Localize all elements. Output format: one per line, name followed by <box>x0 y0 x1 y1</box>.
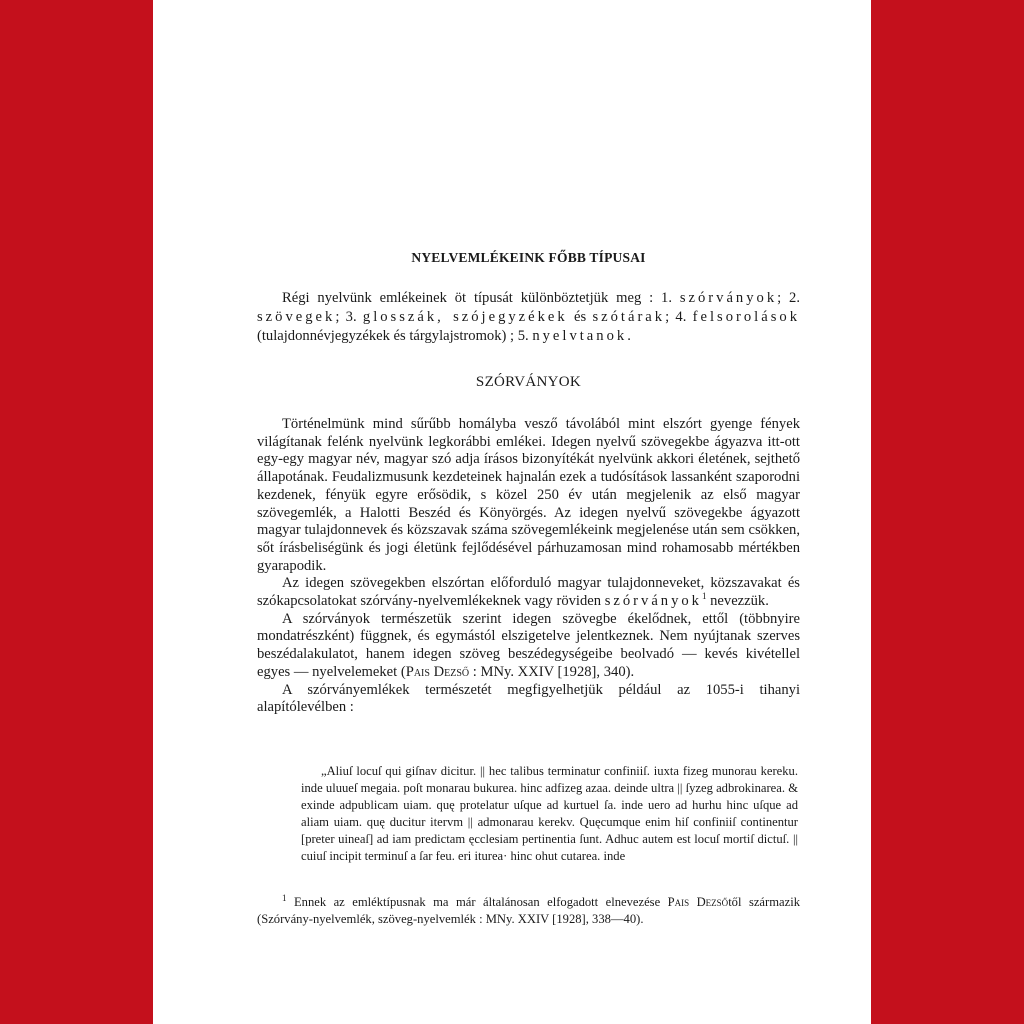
intro-text: . <box>627 327 631 344</box>
intro-text: ; 3. <box>335 308 363 325</box>
right-red-band <box>871 0 1024 1024</box>
quotation-text: „Aliuſ locuſ qui giſnav dicitur. || hec talibus terminatur confiniiſ. iuxta fizeg munorau kereku. inde uluueſ megaia. poſt monarau bukurea. hinc adfizeg azaa. deinde ultra || ſyzeg adbrokinarea. & exinde adpublicam uiam. quę protelatur uſque ad kurtuel ſa. inde uero ad hurhu hinc uſque ad aliam uiam. quę ducitur itervm || admonarau kerekv. Quęcumque enim hiſ confiniiſ continentur [preter uineaſ] ad iam predictam ęcclesiam pertinentia ſunt. Adhuc autem est locuſ mortiſ dictuſ. || cuiuſ incipit terminuſ a ſar feu. eri iturea· hinc ohut cutarea. inde <box>301 764 798 863</box>
intro-text: és <box>567 308 593 325</box>
spaced-term: szórványok <box>679 290 778 306</box>
footnote-text: Ennek az emléktípusnak ma már általánosan elfogadott elnevezése <box>286 895 668 909</box>
scanned-page <box>153 0 871 1024</box>
spaced-term: felsorolások <box>692 308 800 325</box>
spaced-term: glosszák, szójegyzékek <box>362 308 568 325</box>
paragraph-text: Az idegen szövegekben elszórtan előforduló magyar tulajdonneveket, közszavakat és szókapcsolatokat szórvány-nyelvemlékeknek vagy röviden <box>257 575 800 610</box>
footnote-marker: 1 <box>701 591 707 602</box>
intro-text: ; 2. <box>777 290 800 306</box>
section-title: SZÓRVÁNYOK <box>475 374 582 390</box>
spaced-term: nyelvtanok <box>532 327 628 344</box>
latin-quotation <box>301 763 798 865</box>
spaced-term: szövegek <box>257 308 336 325</box>
paragraph-text: nevezzük. <box>706 593 769 610</box>
spaced-term: szótárak <box>592 308 666 325</box>
intro-text: (tulajdonnévjegyzékek és tárgylajstromok) ; 5. <box>257 327 533 344</box>
footnote-number: 1 <box>282 892 287 903</box>
author-name: Pais Dezső <box>405 663 470 680</box>
paragraph-text: : MNy. XXIV [1928], 340). <box>469 663 635 680</box>
intro-paragraph <box>257 289 800 345</box>
body-text <box>257 416 800 717</box>
page-title: NYELVEMLÉKEINK FŐBB TÍPUSAI <box>411 250 646 265</box>
body-paragraph <box>257 611 800 682</box>
footnote-text: től származik (Szórvány-nyelvemlék, szöveg-nyelvemlék : MNy. XXIV [1928], 338—40). <box>257 895 800 926</box>
author-name: Pais Dezső <box>667 895 729 909</box>
intro-text: Régi nyelvünk emlékeinek öt típusát különböztetjük meg : 1. <box>282 290 680 306</box>
body-paragraph: Történelmünk mind sűrűbb homályba vesző távolából mint elszórt gyenge fények világítanak felénk nyelvünk legkorábbi emlékei. Idegen nyelvű szövegekbe ágyazva itt-ott egy-egy magyar név, magyar szó adja írásos bizonyítékát nyelvünk akkori életének, sejthető állapotának. Feudalizmusunk kezdeteinek hajnalán ezek a tudósítások lassanként szaporodni kezdenek, fényük egyre erősödik, s közel 250 év után megjelenik az első magyar szövegemlék, a Halotti Beszéd és Könyörgés. Az idegen nyelvű szövegekbe ágyazott magyar tulajdonnevek és közszavak száma szövegemlékeink megjelenése után sem csökken, sőt írásbeliségünk és jogi életünk fejlődésével párhuzamosan mind rohamosabb mértékben gyarapodik. <box>257 416 800 574</box>
body-paragraph <box>257 575 800 610</box>
spaced-term: szórványok <box>604 593 702 610</box>
body-paragraph: A szórványemlékek természetét megfigyelhetjük például az 1055-i tihanyi alapítólevélben : <box>257 681 800 716</box>
left-red-band <box>0 0 153 1024</box>
footnote <box>257 894 800 927</box>
paragraph-text: A szórványok természetük szerint idegen szövegbe ékelődnek, ettől (többnyire mondatrészként) függnek, és egymástól elszigetelve jelentkeznek. Nem nyújtanak szerves beszédalakulatot, hanem idegen szöveg beszédegységeibe beolvadó — kevés kivétellel egyes — nyelvelemeket ( <box>257 610 800 680</box>
intro-text: ; 4. <box>665 308 693 325</box>
